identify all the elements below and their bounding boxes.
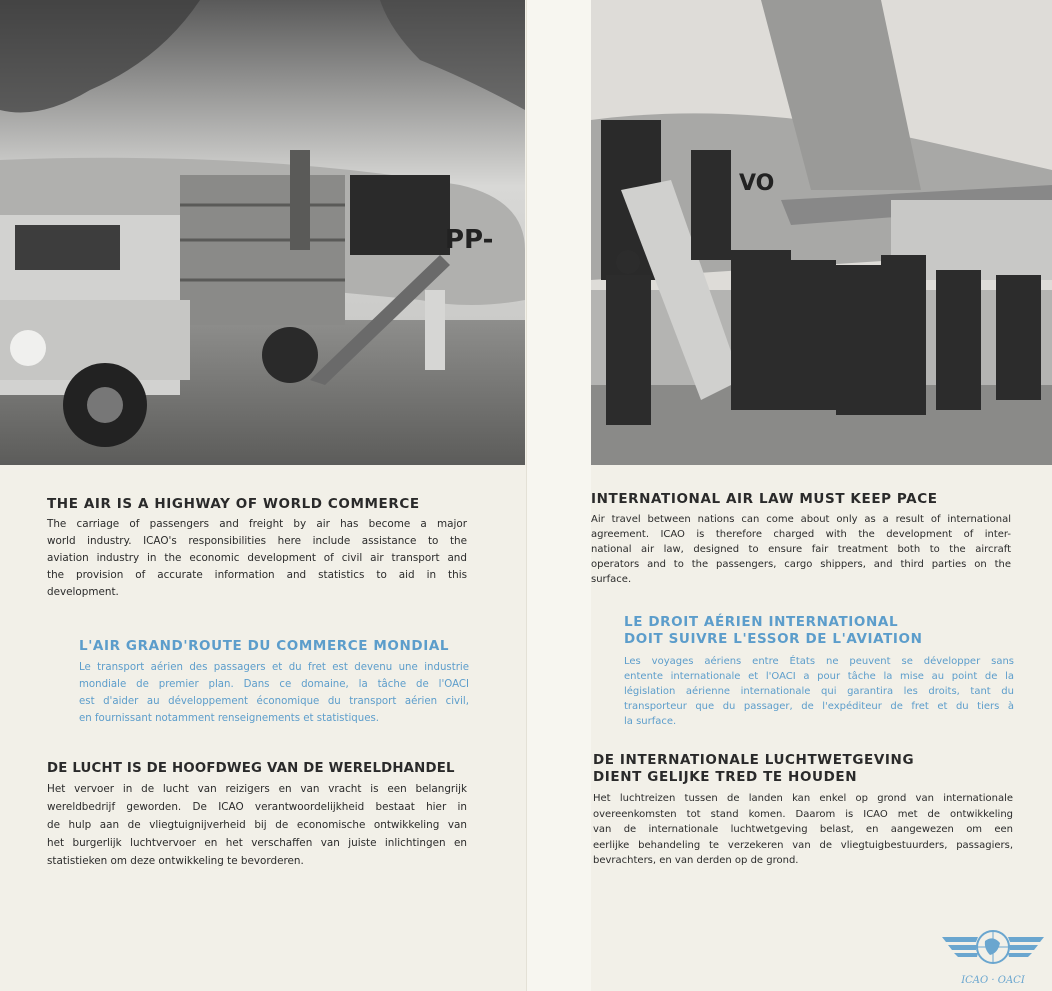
aircraft-marking-right: VO	[739, 171, 775, 196]
text-line: statistieken om deze ontwikkeling te bevorderen.	[47, 855, 304, 867]
center-fold	[526, 0, 591, 991]
text-line: de hulp aan de vliegtuignijverheid bij de economische ontwikkeling van	[47, 819, 467, 831]
text-line: Het luchtreizen tussen de landen kan enkel op grond van internationale	[593, 793, 1013, 804]
text-line: Le transport aérien des passagers et du fret est devenu une industrie	[79, 662, 469, 673]
text-line: world industry. ICAO's responsibilities here include assistance to the	[47, 535, 467, 547]
text-line: national air law, designed to ensure fair treatment both to the aircraft	[591, 544, 1011, 555]
section-french-airlaw	[624, 614, 1014, 729]
heading-fr-airlaw	[624, 614, 1014, 648]
text-line: est d'aider au développement économique du transport aérien civil,	[79, 696, 469, 707]
text-line: Les voyages aériens entre États ne peuvent se développer sans	[624, 656, 1014, 667]
section-dutch-airlaw	[593, 752, 1013, 869]
text-line: bevrachters, en van derden op de grond.	[593, 855, 799, 866]
text-line: eerlijke behandeling te verzekeren van de vliegtuigbestuurders, passagiers,	[593, 839, 1013, 851]
paragraph-en-commerce	[47, 516, 467, 601]
text-line: entente internationale et l'OACI a pour tâche la mise au point de la	[624, 671, 1014, 682]
text-line: development.	[47, 586, 119, 598]
paragraph-en-airlaw	[591, 512, 1011, 587]
heading-fr-commerce: L'AIR GRAND'ROUTE DU COMMERCE MONDIAL	[79, 638, 450, 654]
text-line: van de internationale luchtwetgeving belast, en aangewezen om een	[593, 824, 1013, 835]
heading-line: DE INTERNATIONALE LUCHTWETGEVING	[593, 752, 915, 768]
heading-nl-airlaw	[593, 752, 1013, 786]
heading-line: DIENT GELIJKE TRED TE HOUDEN	[593, 769, 858, 785]
paragraph-nl-commerce	[47, 780, 467, 870]
logo-text: ICAO · OACI	[961, 975, 1025, 986]
paragraph-nl-airlaw	[593, 791, 1013, 869]
text-line: surface.	[591, 574, 632, 585]
aircraft-marking-left: PP-	[445, 225, 494, 255]
text-line: het burgerlijk luchtvervoer en het verschaffen van juiste inlichtingen en	[47, 837, 467, 849]
section-french-commerce	[79, 638, 469, 727]
paragraph-fr-commerce	[79, 659, 469, 727]
section-dutch-commerce	[47, 761, 467, 870]
text-line: en fournissant notamment renseignements et statistiques.	[79, 713, 380, 724]
text-line: transporteur que du passager, de l'expéditeur de fret et du tiers à	[624, 701, 1014, 712]
text-line: mondiale de premier plan. Dans ce domaine, la tâche de l'OACI	[79, 679, 469, 690]
section-english-airlaw	[591, 491, 1011, 587]
photo-cargo-loading	[0, 0, 525, 465]
paragraph-fr-airlaw	[624, 654, 1014, 729]
text-line: la surface.	[624, 716, 677, 727]
heading-en-airlaw: INTERNATIONAL AIR LAW MUST KEEP PACE	[591, 491, 938, 507]
text-line: agreement. ICAO is therefore charged with the development of inter-	[591, 529, 1011, 540]
text-line: overeenkomsten tot stand komen. Daarom is ICAO met de ontwikkeling	[593, 808, 1013, 820]
text-line: Air travel between nations can come about only as a result of international	[591, 514, 1011, 525]
text-line: The carriage of passengers and freight by air has become a major	[47, 518, 467, 530]
heading-en-commerce: THE AIR IS A HIGHWAY OF WORLD COMMERCE	[47, 496, 420, 512]
text-line: aviation industry in the economic development of civil air transport and	[47, 552, 467, 564]
text-line: wereldbedrijf geworden. De ICAO verantwoordelijkheid bestaat hier in	[47, 801, 467, 813]
heading-nl-commerce: DE LUCHT IS DE HOOFDWEG VAN DE WERELDHANDEL	[47, 761, 455, 776]
heading-line: DOIT SUIVRE L'ESSOR DE L'AVIATION	[624, 631, 923, 647]
text-line: the provision of accurate information and statistics to aid in this	[47, 569, 467, 581]
icao-logo	[940, 915, 1046, 987]
text-line: Het vervoer in de lucht van reizigers en van vracht is een belangrijk	[47, 783, 467, 795]
section-english-commerce	[47, 496, 467, 601]
photo-passengers-boarding	[591, 0, 1052, 465]
text-line: législation aérienne internationale qui garantira les droits, tant du	[624, 686, 1014, 697]
heading-line: LE DROIT AÉRIEN INTERNATIONAL	[624, 614, 899, 630]
text-line: operators and to the passengers, cargo shippers, and third parties on the	[591, 559, 1011, 570]
